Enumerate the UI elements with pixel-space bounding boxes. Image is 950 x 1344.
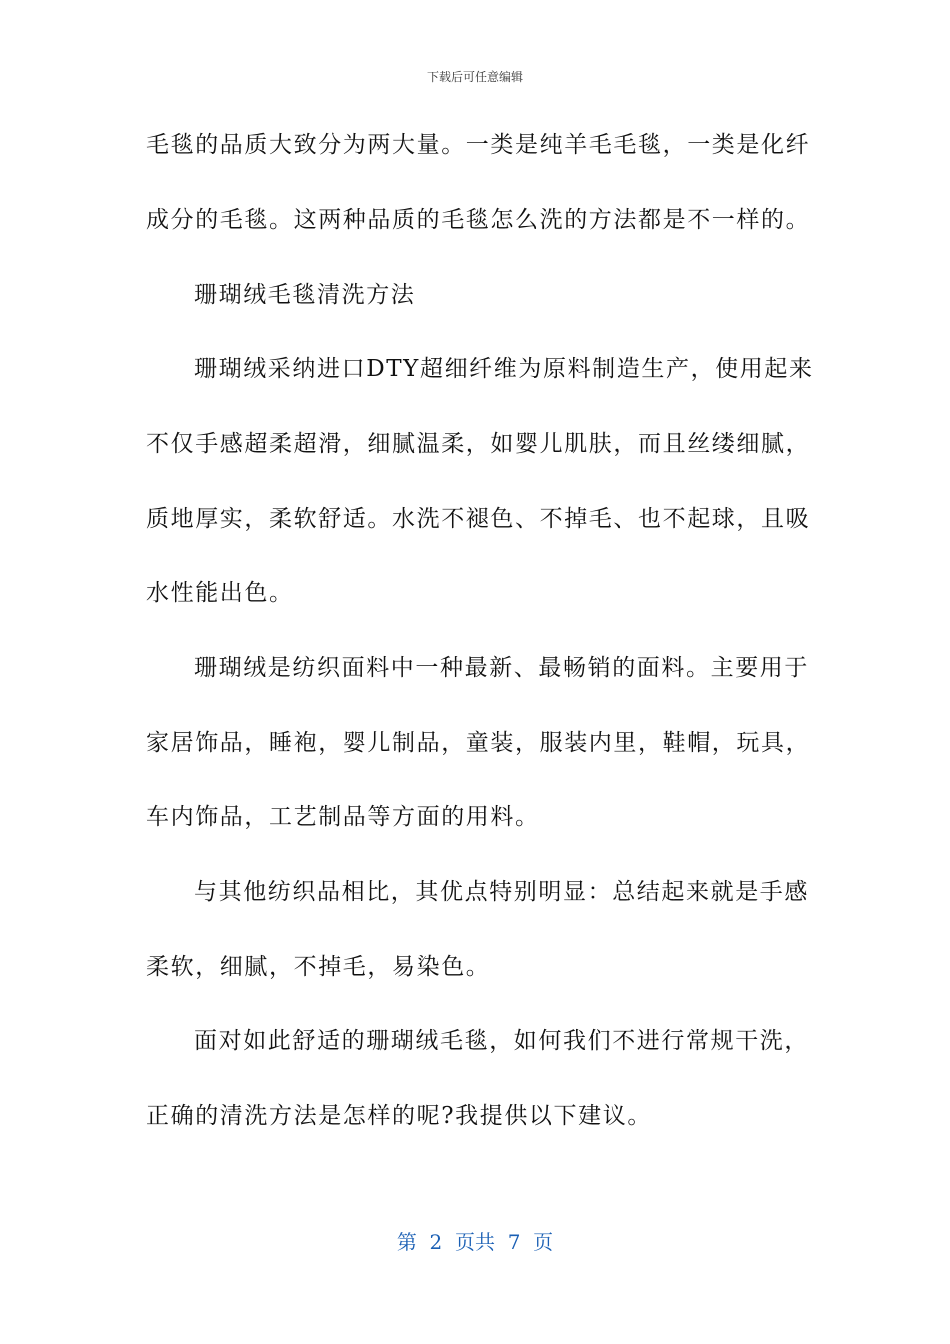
paragraph-line: 质地厚实，柔软舒适。水洗不褪色、不掉毛、也不起球，且吸 — [146, 506, 811, 532]
header-note: 下载后可任意编辑 — [426, 70, 523, 84]
paragraph-line: 不仅手感超柔超滑，细腻温柔，如婴儿肌肤，而且丝缕细腻， — [146, 431, 811, 457]
paragraph-line: 柔软，细腻，不掉毛，易染色。 — [146, 954, 491, 980]
paragraph-line: 成分的毛毯。这两种品质的毛毯怎么洗的方法都是不一样的。 — [146, 207, 811, 233]
paragraph-line: 珊瑚绒是纺织面料中一种最新、最畅销的面料。主要用于 — [194, 655, 809, 681]
page-indicator: 第 2 页共 7 页 — [396, 1230, 554, 1254]
paragraph-line: 面对如此舒适的珊瑚绒毛毯，如何我们不进行常规干洗， — [194, 1028, 809, 1054]
paragraph-line: 毛毯的品质大致分为两大量。一类是纯羊毛毛毯，一类是化纤 — [146, 132, 811, 158]
paragraph-line: 水性能出色。 — [146, 580, 294, 606]
paragraph-line: 车内饰品，工艺制品等方面的用料。 — [146, 804, 540, 830]
paragraph-line: 珊瑚绒采纳进口DTY超细纤维为原料制造生产，使用起来 — [194, 356, 814, 382]
paragraph-line: 与其他纺织品相比，其优点特别明显：总结起来就是手感 — [194, 879, 809, 905]
section-heading: 珊瑚绒毛毯清洗方法 — [194, 282, 416, 308]
paragraph-line: 正确的清洗方法是怎样的呢?我提供以下建议。 — [146, 1103, 652, 1129]
paragraph-line: 家居饰品，睡袍，婴儿制品，童装，服装内里，鞋帽，玩具， — [146, 730, 811, 756]
